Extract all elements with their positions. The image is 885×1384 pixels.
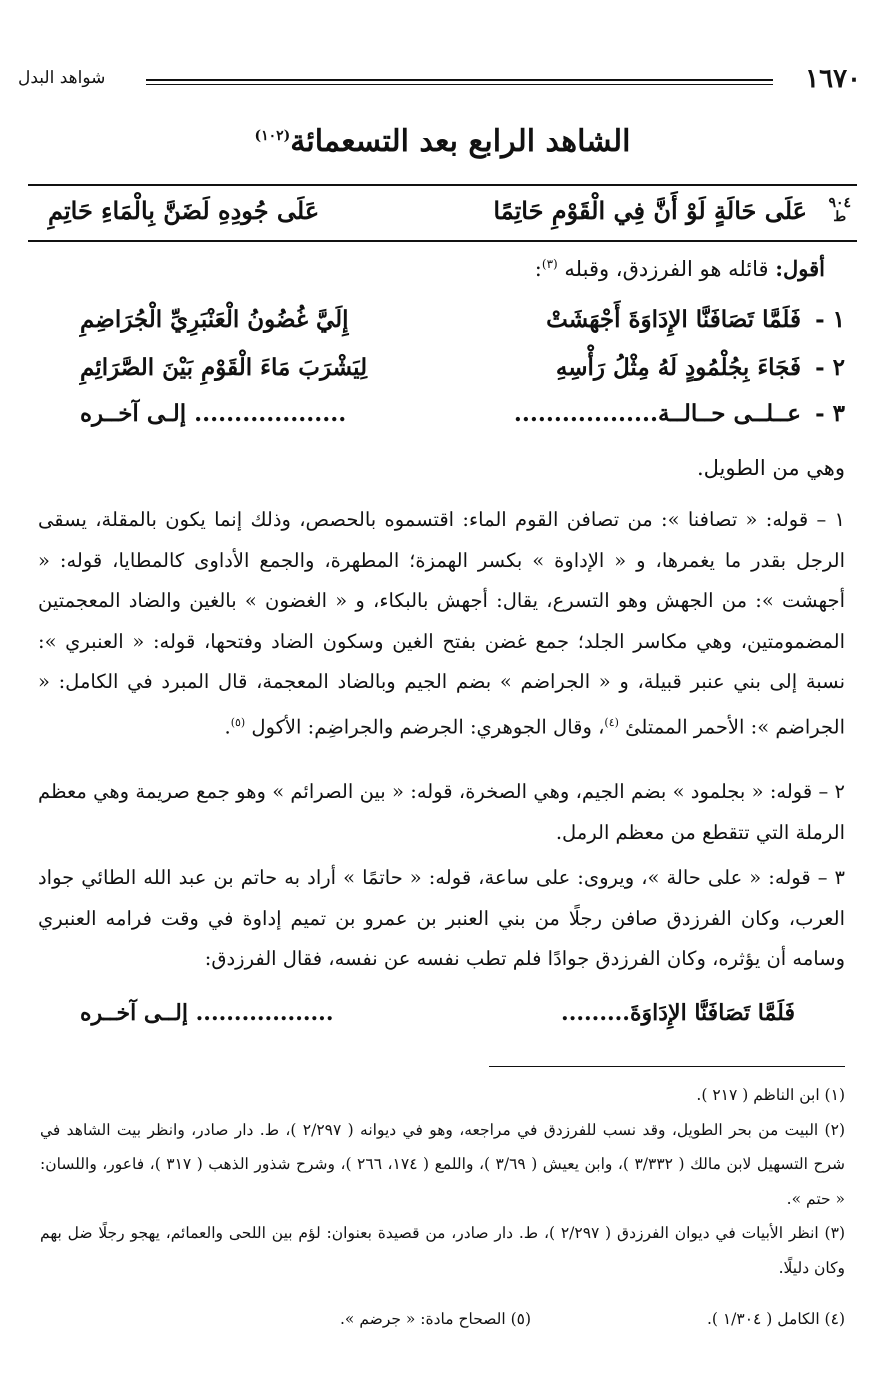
poem-first-hemistich: فَجَاءَ بِجُلْمُودٍ لَهُ مِثْلُ رَأْسِهِ: [555, 354, 801, 381]
footnote-4: (٤) الكامل ( ١/٣٠٤ ).: [706, 1310, 845, 1328]
intro-text: قائله هو الفرزدق، وقبله: [564, 257, 769, 281]
footnote-3: (٣) انظر الأبيات في ديوان الفرزدق ( ٢/٢٩٧ )، ط. دار صادر، من قصيدة بعنوان: لؤم بين اللحى والعمائم، يهجو رجلًا ضل بهم وكان دليلًا.: [40, 1224, 845, 1277]
header-rule: [146, 79, 773, 85]
footnotes: [40, 1078, 845, 1285]
intro-tail: :: [534, 257, 542, 281]
footnote-1: (١) ابن الناظم ( ٢١٧ ).: [696, 1086, 845, 1104]
poem-line-number: ٣ -: [815, 400, 845, 427]
poem-first-hemistich: عــلــى حــالــة..................: [513, 400, 801, 427]
meter-note: وهي من الطويل.: [696, 456, 845, 480]
running-header: [14, 64, 871, 98]
commentary-paragraph-3: ٣ – قوله: « على حالة »، ويروى: على ساعة، قوله: « حاتمًا » أراد به حاتم بن عبد الله الطائي جواد العرب، وكان الفرزدق صافن رجلًا من بني العنبر بن عمرو بن تميم إداوة في وقت فرامه العنبري وسامه أن يؤثره، وكان الفرزدق جوادًا فلم تطب نفسه عن نفسه، فقال الفرزدق:: [38, 866, 845, 970]
quoted-second-hemistich: .................. إلــى آخــره: [80, 1000, 334, 1026]
commentary-text: .: [224, 715, 231, 738]
witness-title-text: الشاهد الرابع بعد التسعمائة: [290, 124, 631, 159]
poem-line-number: ١ -: [815, 306, 845, 333]
intro-line: [535, 256, 825, 281]
section-title: شواهد البدل: [18, 68, 106, 88]
commentary-paragraph-1: [38, 500, 845, 748]
page-number: ١٦٧٠: [805, 64, 861, 94]
commentary-paragraph-2: ٢ – قوله: « بجلمود » بضم الجيم، وهي الصخرة، قوله: « بين الصرائم » وهو جمع صريمة وهي معظم الرملة التي تتقطع من معظم الرمل.: [38, 780, 845, 844]
footnote-ref-4: (٤): [604, 715, 619, 729]
poem-line: [60, 306, 845, 346]
verse-second-hemistich: عَلَى جُودِهِ لَضَنَّ بِالْمَاءِ حَاتِمِ: [48, 196, 320, 225]
title-footnote-ref: (١٠٢): [254, 128, 291, 144]
verse-first-hemistich: عَلَى حَالَةٍ لَوْ أَنَّ فِي الْقَوْمِ حَاتِمًا: [493, 196, 807, 225]
commentary-text: ، وقال الجوهري: الجرضم والجراضِم: الأكول: [251, 715, 605, 738]
poem-second-hemistich: إِلَيَّ غُضُونُ الْعَنْبَرِيِّ الْجُرَاضِمِ: [80, 306, 349, 333]
quoted-verse: [60, 1000, 795, 1036]
footnote-ref-5: (٥): [230, 715, 246, 729]
intro-footnote-ref: (٣): [541, 257, 558, 271]
footnote-2: (٢) البيت من بحر الطويل، وقد نسب للفرزدق في مراجعه، وهو في ديوانه ( ٢/٢٩٧ )، ط. دار صادر، وانظر بيت الشاهد في شرح التسهيل لابن مالك ( ٣/٣٣٢ )، وابن يعيش ( ٣/٦٩ )، واللمع ( ١٧٤، ٢٦٦ )، وشرح شذور الذهب ( ٣١٧ )، فاعور، واللسان: « حتم ».: [40, 1120, 845, 1208]
poem-second-hemistich: ................... إلـى آخــره: [80, 400, 347, 427]
poem-first-hemistich: فَلَمَّا تَصَافَنَّا الإِدَاوَةَ أَجْهَشَتْ: [546, 306, 801, 333]
intro-lead: أقول:: [775, 256, 825, 281]
footnotes-last-line: [40, 1310, 845, 1340]
verse-number: [828, 196, 851, 224]
poem-line: [60, 354, 845, 394]
witness-verse: [28, 184, 857, 242]
poem-line-number: ٢ -: [815, 354, 845, 381]
commentary-text: ١ – قوله: « تصافنا »: من تصافن القوم الماء: اقتسموه بالحصص، وذلك إنما يكون بالمقلة، يسقى الرجل بقدر ما يغمرها، و « الإداوة » بكسر الهمزة؛ المطهرة، والجمع الأداوى كالمطايا، قوله: « أجهشت »: من الجهش وهو التسرع، يقال: أجهش بالبكاء، و « الغضون » بالغين والضاد المعجمتين المضمومتين، وهي مكاسر الجلد؛ جمع غضن بفتح الغين وسكون الضاد وفتحها، قوله: « العنبري »: نسبة إلى بني عنبر قبيلة، و « الجراضم » بضم الجيم وبالضاد المعجمة، قال المبرد في الكامل: « الجراضم »: الأحمر الممتلئ: [38, 508, 845, 738]
witness-title: [0, 124, 885, 159]
quoted-first-hemistich: فَلَمَّا تَصَافَنَّا الإِدَاوَةَ.........: [561, 1000, 795, 1026]
poem-second-hemistich: لِيَشْرَبَ مَاءَ الْقَوْمِ بَيْنَ الصَّرَائِمِ: [80, 354, 368, 381]
poem-line: [60, 400, 845, 440]
footnote-separator: [489, 1066, 845, 1067]
verse-marker: ط: [833, 209, 847, 225]
footnote-5: (٥) الصحاح مادة: « جرضم ».: [340, 1310, 532, 1328]
verse-number-value: ٩٠٤: [828, 195, 851, 211]
